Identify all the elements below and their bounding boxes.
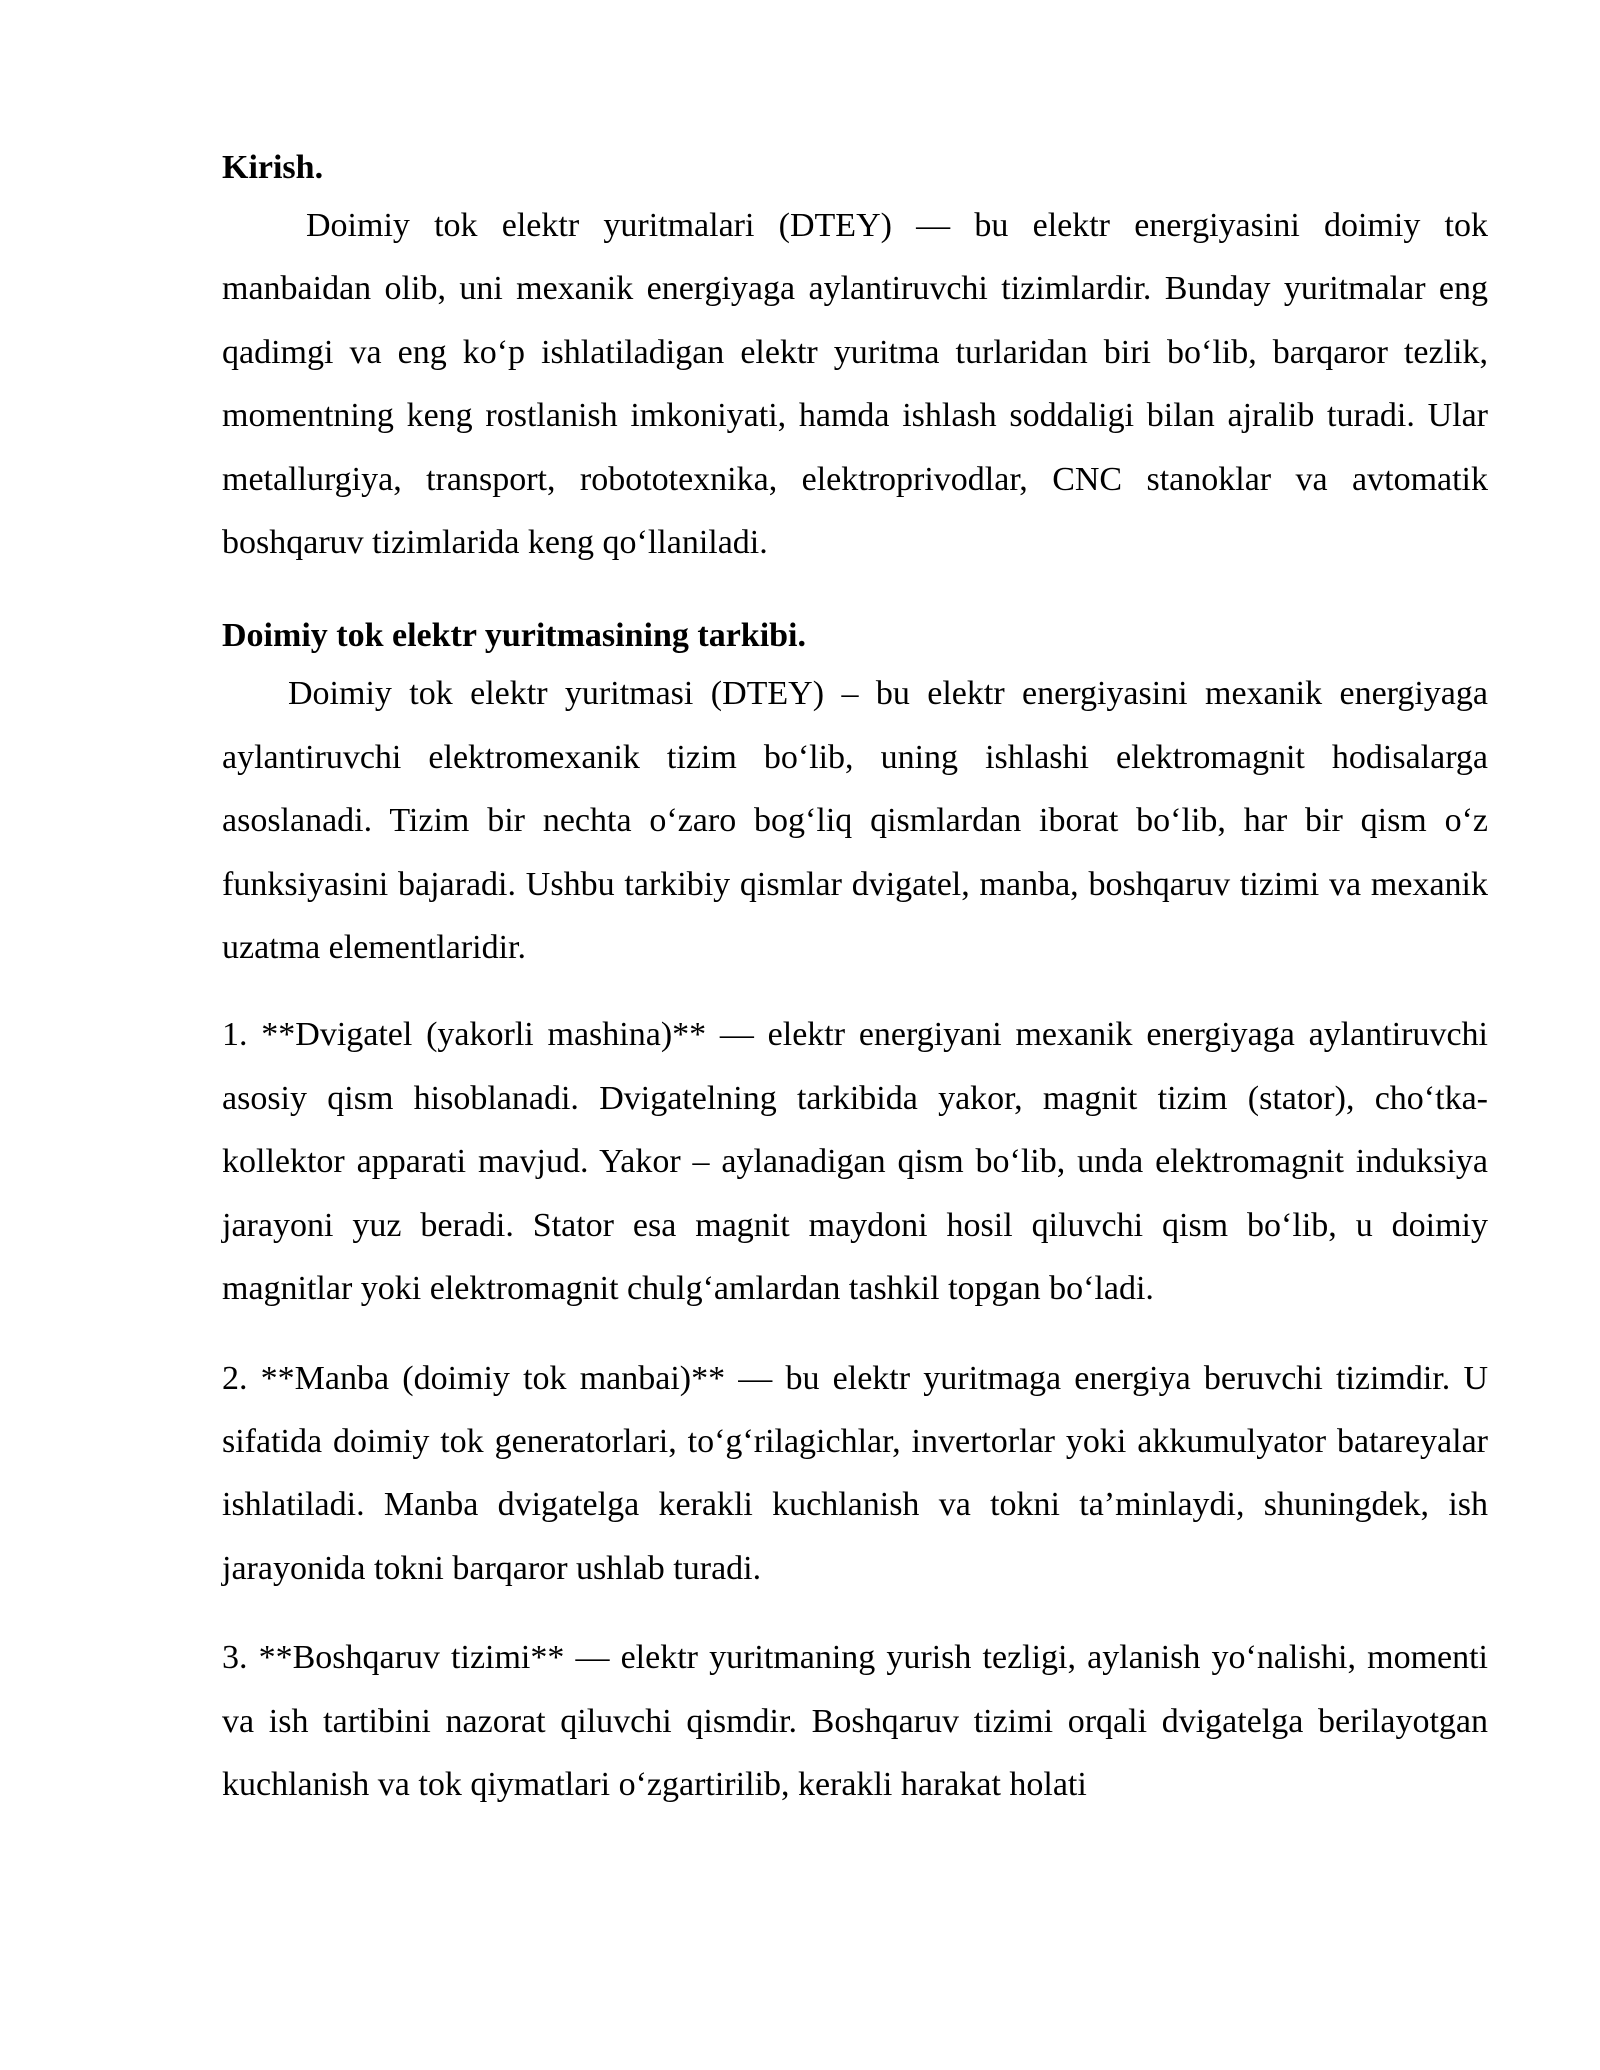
list-item-boshqaruv-tizimi: 3. **Boshqaruv tizimi** — elektr yuritmaning yurish tezligi, aylanish yo‘nalishi, momenti va ish tartibini nazorat qiluvchi qismdir. Boshqaruv tizimi orqali dvigatelga berilayotgan kuchlanish va tok qiymatlari o‘zgartirilib, kerakli harakat holati bbox=[222, 1639, 1488, 1803]
document-page bbox=[222, 148, 1488, 1816]
intro-paragraph: Doimiy tok elektr yuritmalari (DTEY) — bu elektr energiyasini doimiy tok manbaidan olib, uni mexanik energiyaga aylantiruvchi tizimlardir. Bunday yuritmalar eng qadimgi va eng ko‘p ishlatiladigan elektr yuritma turlaridan biri bo‘lib, barqaror tezlik, momentning keng rostlanish imkoniyati, hamda ishlash soddaligi bilan ajralib turadi. Ular metallurgiya, transport, robototexnika, elektroprivodlar, CNC stanoklar va avtomatik boshqaruv tizimlarida keng qo‘llaniladi. bbox=[222, 207, 1488, 562]
section-heading: Doimiy tok elektr yuritmasining tarkibi. bbox=[222, 617, 806, 655]
intro-heading: Kirish. bbox=[222, 149, 324, 186]
list-item-dvigatel: 1. **Dvigatel (yakorli mashina)** — elektr energiyani mexanik energiyaga aylantiruvchi asosiy qism hisoblanadi. Dvigatelning tarkibida yakor, magnit tizim (stator), cho‘tka-kollektor apparati mavjud. Yakor – aylanadigan qism bo‘lib, unda elektromagnit induksiya jarayoni yuz beradi. Stator esa magnit maydoni hosil qiluvchi qism bo‘lib, u doimiy magnitlar yoki elektromagnit chulg‘amlardan tashkil topgan bo‘ladi. bbox=[222, 1016, 1488, 1308]
section-paragraph: Doimiy tok elektr yuritmasi (DTEY) – bu elektr energiyasini mexanik energiyaga aylantiruvchi elektromexanik tizim bo‘lib, uning ishlashi elektromagnit hodisalarga asoslanadi. Tizim bir nechta o‘zaro bog‘liq qismlardan iborat bo‘lib, har bir qism o‘z funksiyasini bajaradi. Ushbu tarkibiy qismlar dvigatel, manba, boshqaruv tizimi va mexanik uzatma elementlaridir. bbox=[222, 675, 1488, 967]
list-item-manba: 2. **Manba (doimiy tok manbai)** — bu elektr yuritmaga energiya beruvchi tizimdir. U sifatida doimiy tok generatorlari, to‘g‘rilagichlar, invertorlar yoki akkumulyator batareyalar ishlatiladi. Manba dvigatelga kerakli kuchlanish va tokni ta’minlaydi, shuningdek, ish jarayonida tokni barqaror ushlab turadi. bbox=[222, 1359, 1488, 1587]
